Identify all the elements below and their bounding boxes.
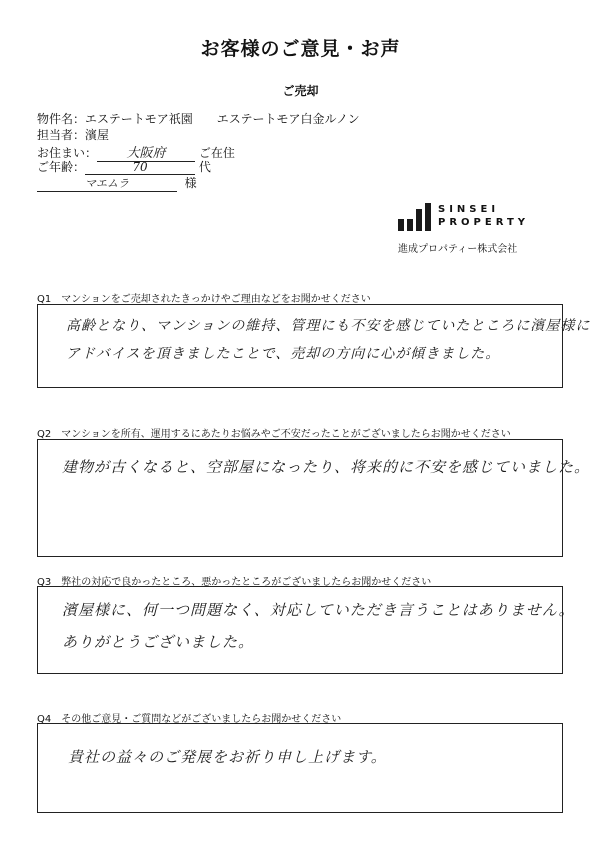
q3-label: Q3 弊社の対応で良かったところ、悪かったところがございましたらお聞かせください: [37, 577, 432, 588]
q2-label: Q2 マンションを所有、運用するにあたりお悩みやご不安だったことがございましたらお聞かせください: [37, 429, 511, 440]
q4-label: Q4 その他ご意見・ご質問などがございましたらお聞かせください: [37, 714, 342, 725]
property-row: [37, 110, 360, 127]
q2-answer-line-1: 建物が古くなると、空部屋になったり、将来的に不安を感じていました。: [62, 458, 591, 476]
q1-answer-box: [37, 304, 591, 388]
q2-answer-box: [37, 439, 591, 557]
age-suffix: 代: [198, 160, 211, 174]
name-suffix: 様: [184, 176, 197, 190]
address-label: お住まい：: [37, 146, 98, 160]
q3-answer-line-2: ありがとうございました。: [62, 633, 255, 651]
staff-label: 担当者：: [37, 128, 86, 142]
address-suffix: ご在住: [198, 146, 235, 160]
property-label: 物件名：: [37, 112, 86, 126]
property-name-1: エステートモア祇園: [85, 112, 193, 126]
company-name: 進成プロパティー株式会社: [398, 244, 518, 255]
address-value: 大阪府: [97, 142, 195, 162]
q1-label: Q1 マンションをご売却されたきっかけやご理由などをお聞かせください: [37, 294, 371, 305]
q3-answer-box: [37, 586, 575, 674]
property-name-2: エステートモア白金ルノン: [216, 112, 360, 126]
name-row: [37, 174, 197, 192]
age-value: 70: [85, 160, 195, 175]
age-row: [37, 158, 211, 175]
staff-row: [37, 126, 109, 143]
logo-line-1: SINSEI: [438, 204, 500, 215]
age-label: ご年齢：: [37, 160, 86, 174]
page-subtitle: ご売却: [282, 84, 319, 98]
staff-value: 濱屋: [85, 128, 110, 142]
q3-answer-line-1: 濱屋様に、何一つ問題なく、対応していただき言うことはありません。: [62, 601, 575, 619]
q4-answer-box: [37, 723, 563, 813]
page-title: お客様のご意見・お声: [200, 38, 401, 60]
customer-name: マエムラ: [37, 175, 177, 192]
q1-answer-line-2: アドバイスを頂きましたことで、売却の方向に心が傾きました。: [66, 346, 501, 362]
q1-answer-line-1: 高齢となり、マンションの維持、管理にも不安を感じていたところに濱屋様に: [66, 318, 591, 334]
q4-answer-line-1: 貴社の益々のご発展をお祈り申し上げます。: [68, 748, 387, 766]
logo-line-2: PROPERTY: [438, 217, 530, 228]
